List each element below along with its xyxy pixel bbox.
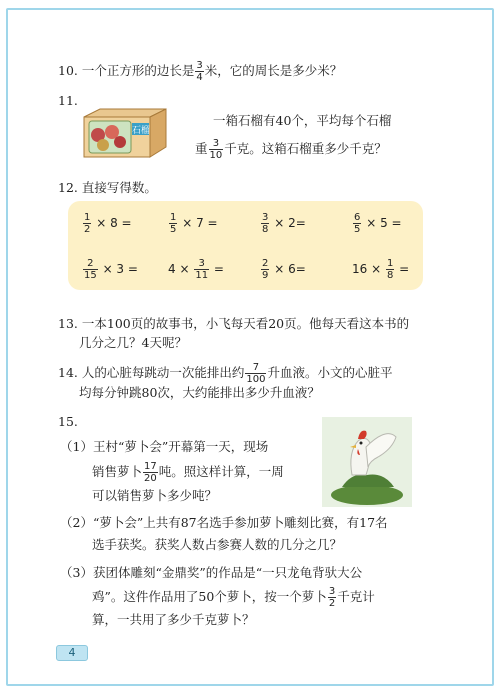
question-14-line1: 14. 人的心脏每跳动一次能排出约 $\frac{7}{100}$ 升血液。小文的心脏平 [58,362,393,385]
question-10 [58,60,342,83]
fraction: $\frac{7}{100}$ [246,362,266,385]
calc-item: $\frac{1}{5}$ × 7 = [170,212,218,235]
q15-part1-line3: 可以销售萝卜多少吨？ [92,488,218,503]
calc-item: 16 × $\frac{1}{8}$ = [352,258,410,281]
q15-part2-line1: （2）“萝卜会”上共有87名选手参加萝卜雕刻比赛，有17名 [60,515,388,530]
question-11-line1: 一箱石榴有40个，平均每个石榴 [213,113,392,128]
calc-item: $\frac{6}{5}$ × 5 = [354,212,402,235]
fraction: $\frac{3}{8}$ [262,212,269,235]
question-text: 米，它的周长是多少米？ [204,63,343,78]
rooster-carving-image [322,417,412,507]
fraction: $\frac{2}{9}$ [262,258,269,281]
question-number: 10. [58,63,78,78]
calc-item: $\frac{2}{9}$ × 6= [262,258,306,281]
q15-part1-line1: （1）王村“萝卜会”开幕第一天，现场 [60,439,269,454]
fraction: $\frac{3}{2}$ [328,586,336,609]
question-14-line2: 均每分钟跳80次，大约能排出多少升血液？ [79,385,320,400]
fraction: $\frac{2}{15}$ [84,258,97,281]
question-15-number: 15. [58,414,78,429]
fraction: $\frac{1}{5}$ [170,212,177,235]
calc-item: $\frac{3}{8}$ × 2= [262,212,306,235]
q15-part3-line3: 算，一共用了多少千克萝卜？ [92,612,255,627]
question-text: 一个正方形的边长是 [81,63,195,78]
calc-item: $\frac{1}{2}$ × 8 = [84,212,132,235]
page-number: 4 [56,645,88,661]
fraction: $\frac{1}{2}$ [84,212,91,235]
fraction: $\frac{17}{20}$ [144,461,157,484]
q15-part3-line1: （3）获团体雕刻“金鼎奖”的作品是“一只龙龟背驮大公 [60,565,363,580]
calc-item: 4 × $\frac{3}{11}$ = [168,258,224,281]
q15-part2-line2: 选手获奖。获奖人数占参赛人数的几分之几？ [92,537,343,552]
calc-item: $\frac{2}{15}$ × 3 = [84,258,138,281]
fraction: $\frac{3}{4}$ [196,60,203,83]
q15-part3-line2: 鸡”。这件作品用了50个萝卜，按一个萝卜 $\frac{3}{2}$ 千克计 [92,586,375,609]
box-label: 石榴 [132,126,151,136]
pomegranate-box-image [80,105,172,160]
fraction: $\frac{6}{5}$ [354,212,361,235]
question-11-line2: 重 $\frac{3}{10}$ 千克。这箱石榴重多少千克？ [195,138,387,161]
fraction: $\frac{3}{11}$ [195,258,209,281]
question-11-number: 11. [58,93,78,108]
question-13-line1: 13. 一本100页的故事书，小飞每天看20页。他每天看这本书的 [58,316,410,331]
question-12: 12. 直接写得数。 [58,180,157,195]
question-13-line2: 几分之几？4天呢？ [79,335,187,350]
fraction: $\frac{3}{10}$ [209,138,223,161]
fraction: $\frac{1}{8}$ [386,258,394,281]
q15-part1-line2: 销售萝卜 $\frac{17}{20}$ 吨。照这样计算，一周 [92,461,284,484]
